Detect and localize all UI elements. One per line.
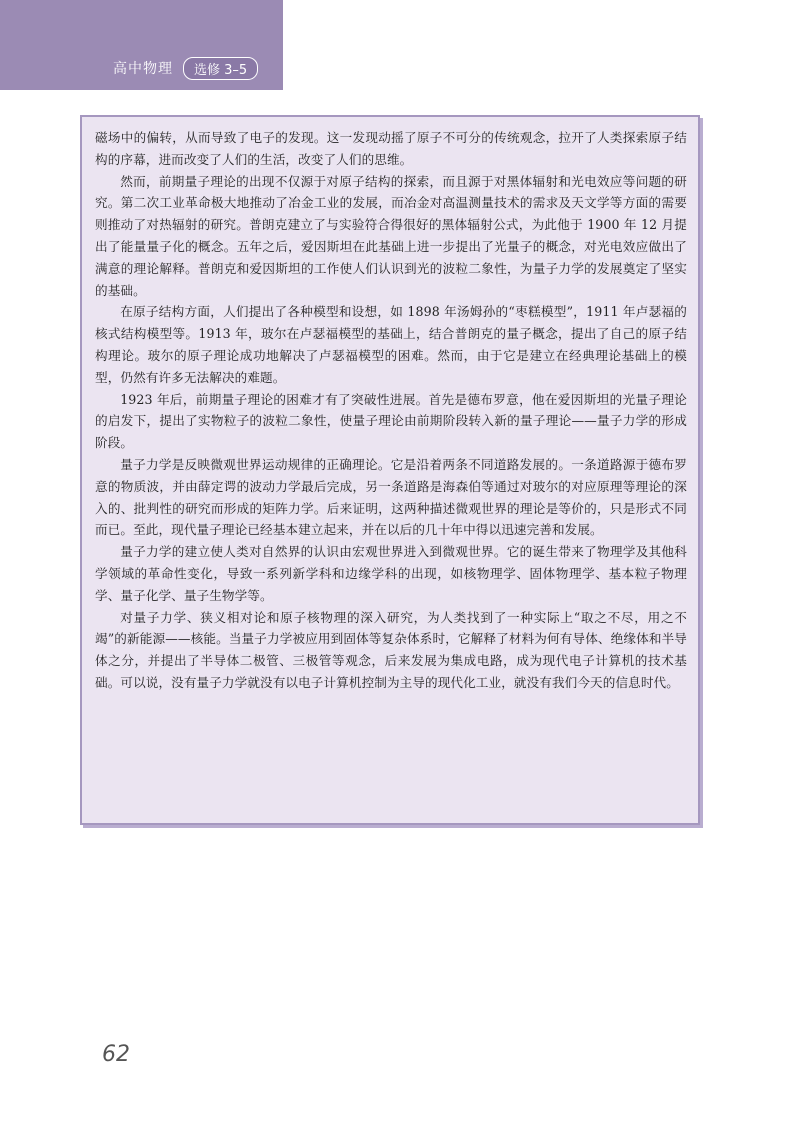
book-title: 高中物理 [113,61,173,77]
paragraph-6: 量子力学的建立使人类对自然界的认识由宏观世界进入到微观世界。它的诞生带来了物理学及其他科学领域的革命性变化，导致一系列新学科和边缘学科的出现，如核物理学、固体物理学、基本粒子物理学、量子化学、量子生物学等。 [95,544,687,603]
paragraph-4: 1923 年后，前期量子理论的困难才有了突破性进展。首先是德布罗意，他在爱因斯坦的光量子理论的启发下，提出了实物粒子的波粒二象性，使量子理论由前期阶段转入新的量子理论——量子力学的形成阶段。 [95,391,687,451]
reading-box [80,115,700,825]
paragraph-7: 对量子力学、狭义相对论和原子核物理的深入研究，为人类找到了一种实际上“取之不尽，用之不竭”的新能源——核能。当量子力学被应用到固体等复杂体系时，它解释了材料为何有导体、绝缘体和半导体之分，并提出了半导体二极管、三极管等观念，后来发展为集成电路，成为现代电子计算机的技术基础。可以说，没有量子力学就没有以电子计算机控制为主导的现代化工业，就没有我们今天的信息时代。 [95,609,687,690]
volume-badge: 选修 3–5 [183,57,258,80]
paragraph-1: 磁场中的偏转，从而导致了电子的发现。这一发现动摇了原子不可分的传统观念，拉开了人类探索原子结构的序幕，进而改变了人们的生活，改变了人们的思维。 [95,130,687,167]
paragraph-5: 量子力学是反映微观世界运动规律的正确理论。它是沿着两条不同道路发展的。一条道路源于德布罗意的物质波，并由薛定谔的波动力学最后完成，另一条道路是海森伯等通过对玻尔的对应原理等理论的深入的、批判性的研究而形成的矩阵力学。后来证明，这两种描述微观世界的理论是等价的，只是形式不同而已。至此，现代量子理论已经基本建立起来，并在以后的几十年中得以迅速完善和发展。 [95,456,687,538]
page-number: 62 [102,1042,130,1067]
paragraph-3: 在原子结构方面，人们提出了各种模型和设想，如 1898 年汤姆孙的“枣糕模型”，1911 年卢瑟福的核式结构模型等。1913 年，玻尔在卢瑟福模型的基础上，结合普朗克的量子概念，提出了自己的原子结构理论。玻尔的原子理论成功地解决了卢瑟福模型的困难。然而，由于它是建立在经典理论基础上的模型，仍然有许多无法解决的难题。 [95,304,687,385]
paragraph-2: 然而，前期量子理论的出现不仅源于对原子结构的探索，而且源于对黑体辐射和光电效应等问题的研究。第二次工业革命极大地推动了冶金工业的发展，而冶金对高温测量技术的需求及天文学等方面的需要则推动了对热辐射的研究。普朗克建立了与实验符合得很好的黑体辐射公式，为此他于 1900 年 12 月提出了能量量子化的概念。五年之后，爱因斯坦在此基础上进一步提出了光量子的概念，对光电效应做出了满意的理论解释。普朗克和爱因斯坦的工作使人们认识到光的波粒二象性，为量子力学的发展奠定了坚实的基础。 [95,173,687,298]
